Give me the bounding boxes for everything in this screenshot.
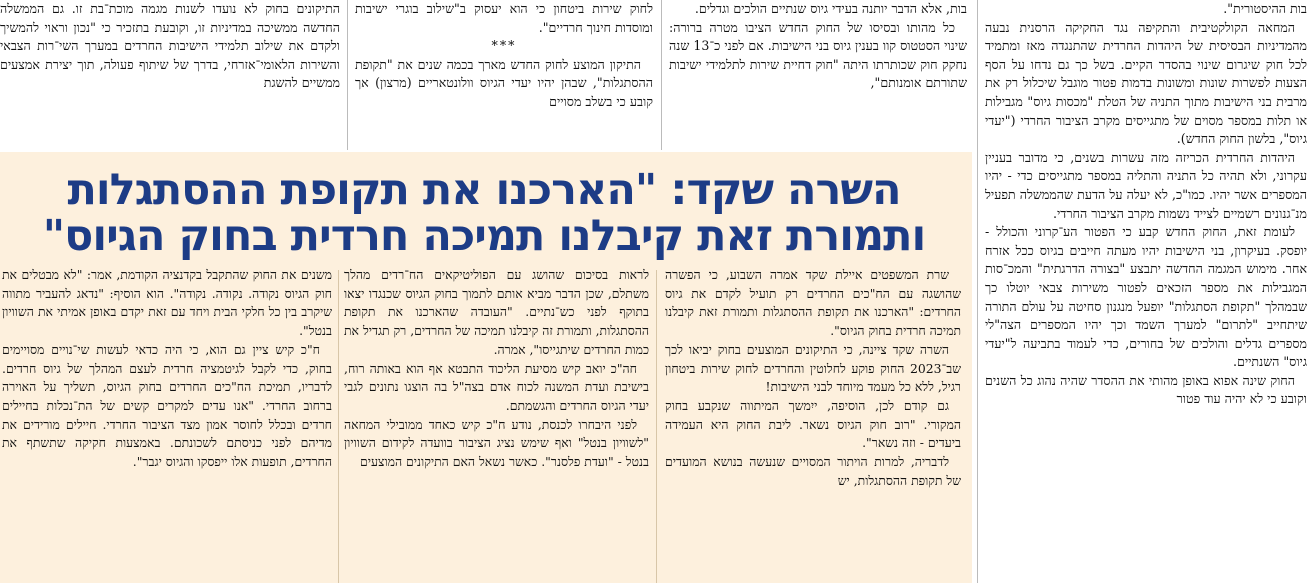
column-divider xyxy=(656,270,657,583)
paragraph: בות ההיסטורית". xyxy=(1223,1,1307,16)
column-divider xyxy=(977,0,978,583)
paragraph: לעומת זאת, החוק החדש קבע כי הפטור הע־קרוני והכולל - יופסק. בעיקרון, בני הישיבות יהיו מעתה חייבים בגיוס ככל אזרח אחר. מימוש המגמה החדשה יתבצע "בצורה הדרגתית" והמכ־סות המגבילות את מספר הזכאים לפטור משירות צבאי יוטלו כך שבמהלך "תקופת הסתגלות" יופעל מנגנון סחיטה על עולם התורה שיתחייב "לתרום" למערך השמד וכך יהיו המספרים הצה"לי מספרים גדלים והולכים של בחורים, כדי לעמוד בתביעה ל"יעדי גיוס" השנתיים. xyxy=(985,224,1307,370)
paragraph: כל מהותו ובסיסו של החוק החדש הציבו מטרה ברורה: שינוי הסטטוס קוו בענין גיוס בני הישיבות. אם לפני כ־13 שנה נחקק חוק שכותרתו היתה "חוק דחיית שירות לתלמידי ישיבות שתורתם אומנותם", xyxy=(669,19,967,91)
column-divider xyxy=(338,270,339,583)
paragraph: בות, אלא הדבר יותנה בעידי גיוס שנתיים הולכים וגדלים. xyxy=(694,1,967,16)
paragraph: המחאה הקולקטיבית והתקיפה נגד החקיקה הרסנית נבעה מהמדיניות הבסיסית של היהדות החרדית שהתנגדה מאז ומתמיד לכל חוק שיגרום שינוי בהסדר הקיים. בשל כך גם נדחו על הסף הצעות לפשרות שונות ומשונות בדמות פטור מוגבל שיכלול רק את מרבית בני הישיבות מתוך התניה של הטלת "מכסות גיוס" מגבילות או תלות במספר מסוים של מתגייסים מקרב הציבור החרדי ("יעדי גיוס", בלשון החוק החדש). xyxy=(985,19,1307,147)
paragraph: שרת המשפטים איילת שקד אמרה השבוע, כי הפשרה שהושגה עם הח"כים החרדים רק תועיל לקדם את גיוס החרדים: "הארכנו את תקופת ההסתגלות ותמורת זאת קיבלנו תמיכה חרדית בחוק הגיוס". xyxy=(665,267,961,339)
article-column-top-3 xyxy=(0,0,340,150)
paragraph: לדבריה, למרות הויתור המסויים שנעשה בנושא המועדים של תקופת ההסתגלות, יש xyxy=(665,454,961,488)
paragraph: החוק שינה אפוא באופן מהותי את ההסדר שהיה נהוג כל השנים וקובע כי לא יהיה עוד פטור xyxy=(985,372,1307,407)
paragraph: השרה שקד ציינה, כי התיקונים המוצעים בחוק יביאו לכך שב־2023 החוק פוקע לחלוטין והחרדים לחוק שירות ביטחון רגיל, ללא כל מעמד מיוחד לבני הישיבות! xyxy=(665,341,961,395)
paragraph: גם קודם לכן, הוסיפה, ייִמשך המיתווה שנקבע בחוק המקורי. "רוב חוק הגיוס נשאר. ליבת החוק היא העמידה ביעדים - וזה נשאר". xyxy=(665,397,961,451)
column-divider xyxy=(347,0,348,150)
paragraph: חה"כ יואב קיש מסיעת הליכוד התבטא אף הוא באותה רוח, בישיבת ועדת המשנה לכוח אדם בצה"ל בה הוצגו נתונים לגבי יעדי הגיוס החרדים והגשמתם. xyxy=(344,360,649,413)
paragraph: ח"כ קיש ציין גם הוא, כי היה כדאי לעשות שי־נויים מסויימים בחוק, כדי לקבל לגיטמציה חרדית לעצם המהלך של גיוס חרדים. לדבריו, תמיכת הח"כים החרדים בחוק הגיוס, תשליך על האוירה ברחוב החרדי. "אנו עדים למקרים קשים של הת־נכלות בחיילים חרדים ובכלל לחוסר אמון מצד הציבור החרדי. חיילים מורידים את מדיהם לפני כניסתם לשכונתם. באמצעות חקיקה שתשתף את החרדים, תופעות אלו ייפסקו והגיוס יגבר". xyxy=(2,341,332,470)
paragraph: היהדות החרדית הכריזה מזה עשרות בשנים, כי מדובר בעניין עקרוני, ולא תהיה כל התניה והתליה במספר מתגייסים כדי - יהיו המספרים אשר יהיו. כמו"כ, לא יעלה על הדעת שהממשלה תפעיל מנ־גנונים רשמיים לצייד נשמות מקרב הציבור החרדי. xyxy=(985,149,1307,221)
article-column-right xyxy=(985,0,1307,583)
column-divider xyxy=(661,0,662,150)
paragraph: משנים את החוק שהתקבל בקדנציה הקודמת, אמר: "לא מבטלים את חוק הגיוס נקודה. נקודה. נקודה". הוא הוסיף: "נדאג להעביר מתווה שיקרב בין כל חלקי הבית ויחד עם זאת יקדם באופן אמיתי את השוויון בנטל". xyxy=(2,267,332,339)
paragraph: לפני היבחרו לכנסת, נודע ח"כ קיש כאחד ממובילי המחאה "לשוויון בנטל" ואף שימש נציג הציבור בוועדה לקידום השוויון בנטל - "ועדת פלסנר". כאשר נשאל האם התיקונים המוצעים xyxy=(344,416,649,470)
paragraph: התיקון המוצע לחוק החדש מארך בכמה שנים את "תקופת ההסתגלות", שבהן יהיו יעדי הגיוס וולונטאריים (מרצון) אך קובע כי בשלב מסויים xyxy=(355,56,653,109)
section-separator: *** xyxy=(491,38,517,54)
paragraph: לראות בסיכום שהושג עם הפוליטיקאים הח־רדים מהלך משתלם, שכן הדבר מביא אותם לתמוך בחוק הגיוס שכנגדו יצאו בתוקף לפני כש־נתיים. "העובדה שהארכנו את תקופת ההסתגלות, ותמורת זה קיבלנו תמיכה של החרדים, רק תגדיל את כמות החרדים שיתגייסו", אמרה. xyxy=(344,267,649,357)
panel-column-2 xyxy=(344,266,649,583)
paragraph: התיקונים בחוק לא נועדו לשנות מגמה מוכת־בת זו. גם הממשלה החדשה ממשיכה במדיניות זו, וקובעת בתזכיר כי "נכון וראוי להמשיך ולקדם את שילוב תלמידי הישיבות החרדים במערך השי־רות הצבאי והשירות הלאומי־אזרחי, בדרך של שיתוף פעולה, תוך יצירת אמצעים ממשיים להשגת xyxy=(0,1,340,91)
article-column-top-2 xyxy=(355,0,653,150)
panel-column-1 xyxy=(665,266,961,583)
headline-line-2: ותמורת זאת קיבלנו תמיכה חרדית בחוק הגיוס" xyxy=(42,212,926,260)
article-column-top-1 xyxy=(669,0,967,150)
headline-line-1: השרה שקד: "הארכנו את תקופת ההסתגלות xyxy=(67,166,901,214)
panel-column-3 xyxy=(2,266,332,583)
paragraph: לחוק שירות ביטחון כי הוא יעסוק ב"שילוב בוגרי ישיבות ומוסדות חינוך חרדיים". xyxy=(355,1,653,35)
